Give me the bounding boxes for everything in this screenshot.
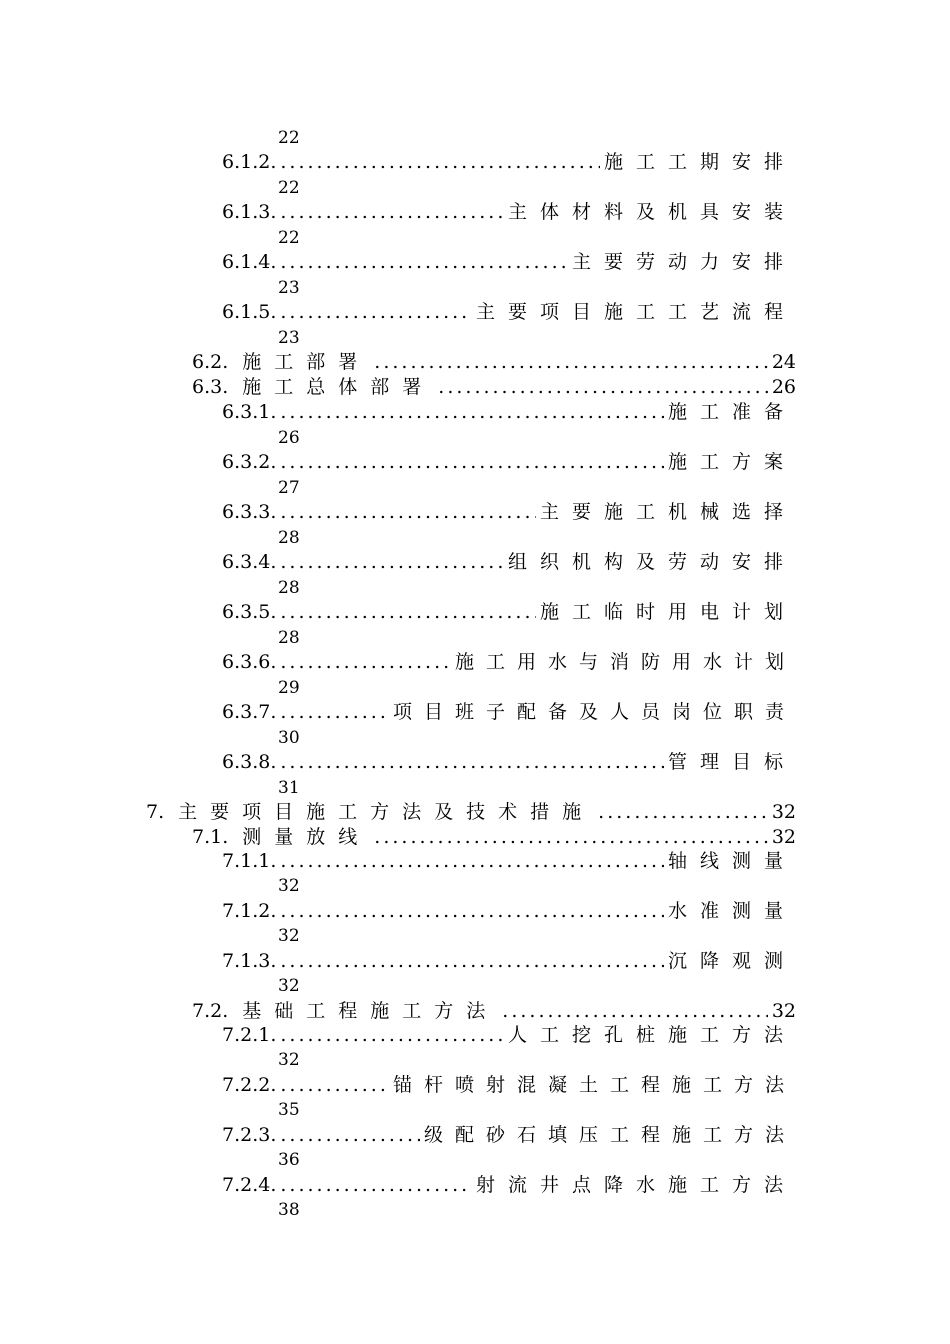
toc-entry-title: 施工总体部署 — [242, 376, 435, 398]
toc-entry[interactable] — [222, 1126, 796, 1145]
toc-entry-page: 32 — [278, 926, 300, 946]
toc-entry-title: 人工挖孔桩施工方法 — [507, 1024, 796, 1046]
toc-entry-number: 7.1.2. — [222, 900, 277, 922]
toc-entry-number: 7.2.1. — [222, 1024, 277, 1046]
toc-leader-dots — [280, 503, 536, 522]
toc-entry-number: 7.1.3. — [222, 950, 277, 972]
toc-leader-dots — [280, 703, 389, 722]
toc-entry-page: 26 — [278, 428, 300, 448]
toc-entry-title: 主体材料及机具安装 — [507, 201, 796, 223]
toc-entry-title: 沉降观测 — [667, 950, 796, 972]
toc-leader-dots — [280, 753, 664, 772]
toc-entry-title: 施工准备 — [667, 401, 796, 423]
toc-entry-title: 水准测量 — [667, 900, 796, 922]
toc-entry-page: 35 — [278, 1100, 300, 1120]
toc-entry-page: 28 — [278, 528, 300, 548]
toc-entry-page: 38 — [278, 1200, 300, 1220]
toc-entry[interactable] — [192, 1002, 796, 1021]
toc-entry-number: 6.3.2. — [222, 451, 277, 473]
toc-entry-page: 32 — [278, 1050, 300, 1070]
toc-entry-page: 32 — [771, 801, 796, 823]
toc-entry[interactable] — [222, 952, 796, 971]
toc-entry-page: 26 — [771, 376, 796, 398]
toc-entry-title: 轴线测量 — [667, 850, 796, 872]
toc-entry-page: 32 — [278, 976, 300, 996]
toc-entry-number: 7.2.2. — [222, 1074, 277, 1096]
toc-entry-number: 7.1. — [192, 826, 229, 848]
toc-leader-dots — [280, 1126, 420, 1145]
toc-entry-title: 射流井点降水施工方法 — [475, 1174, 796, 1196]
toc-entry-page: 28 — [278, 578, 300, 598]
toc-entry-number: 6.3.6. — [222, 651, 277, 673]
toc-leader-dots — [598, 803, 768, 822]
toc-entry-number: 6.1.4. — [222, 251, 277, 273]
toc-entry-title: 施工工期安排 — [603, 151, 796, 173]
toc-leader-dots — [280, 1176, 472, 1195]
toc-entry-title: 级配砂石填压工程施工方法 — [423, 1124, 796, 1146]
toc-leader-dots — [280, 303, 472, 322]
toc-entry-title: 施工临时用电计划 — [539, 601, 796, 623]
toc-entry-number: 6.3. — [192, 376, 229, 398]
toc-entry-title: 施工用水与消防用水计划 — [454, 651, 796, 673]
toc-entry[interactable] — [222, 553, 796, 572]
toc-entry-number: 6.3.4. — [222, 551, 277, 573]
toc-entry-page: 23 — [278, 278, 300, 298]
toc-entry[interactable] — [222, 1026, 796, 1045]
toc-leader-dots — [280, 203, 504, 222]
toc-entry-title: 施工部署 — [242, 351, 371, 373]
toc-leader-dots — [280, 1076, 389, 1095]
toc-entry-number: 6.3.1. — [222, 401, 277, 423]
toc-entry-number: 6.3.7. — [222, 701, 277, 723]
toc-entry-page: 32 — [771, 1000, 796, 1022]
toc-entry-number: 6.1.2. — [222, 151, 277, 173]
toc-entry[interactable] — [222, 303, 796, 322]
toc-entry-number: 7.2.3. — [222, 1124, 277, 1146]
toc-leader-dots — [280, 603, 536, 622]
toc-entry-title: 主要施工机械选择 — [539, 501, 796, 523]
toc-entry[interactable] — [222, 603, 796, 622]
toc-entry-number: 7.1.1. — [222, 850, 277, 872]
toc-entry-title: 主要项目施工工艺流程 — [475, 301, 796, 323]
toc-entry-number: 7. — [146, 801, 165, 823]
toc-entry-title: 施工方案 — [667, 451, 796, 473]
toc-entry-number: 7.2. — [192, 1000, 229, 1022]
toc-entry[interactable] — [146, 803, 796, 822]
toc-entry-title: 锚杆喷射混凝土工程施工方法 — [392, 1074, 796, 1096]
toc-entry-number: 6.2. — [192, 351, 229, 373]
toc-entry-title: 项目班子配备及人员岗位职责 — [392, 701, 796, 723]
toc-entry[interactable] — [192, 378, 796, 397]
toc-entry-page: 29 — [278, 678, 300, 698]
toc-entry-number: 6.1.3. — [222, 201, 277, 223]
toc-entry[interactable] — [192, 828, 796, 847]
toc-entry-page: 27 — [278, 478, 300, 498]
toc-leader-dots — [374, 828, 768, 847]
toc-leader-dots — [280, 952, 664, 971]
toc-entry[interactable] — [222, 453, 796, 472]
toc-entry[interactable] — [222, 1176, 796, 1195]
toc-entry[interactable] — [222, 852, 796, 871]
toc-leader-dots — [280, 553, 504, 572]
toc-leader-dots — [280, 453, 664, 472]
toc-leader-dots — [280, 653, 451, 672]
toc-entry-number: 6.1.5. — [222, 301, 277, 323]
toc-entry[interactable] — [222, 153, 796, 172]
toc-entry-title: 管理目标 — [667, 751, 796, 773]
toc-leader-dots — [374, 353, 768, 372]
toc-entry-page: 32 — [278, 876, 300, 896]
toc-leader-dots — [280, 253, 568, 272]
toc-entry-title: 主要劳动力安排 — [571, 251, 796, 273]
toc-entry[interactable] — [222, 1076, 796, 1095]
toc-entry[interactable] — [222, 503, 796, 522]
toc-entry-number: 6.3.3. — [222, 501, 277, 523]
toc-leader-dots — [280, 902, 664, 921]
toc-entry[interactable] — [222, 703, 796, 722]
toc-entry-page: 22 — [278, 228, 300, 248]
toc-leader-dots — [280, 852, 664, 871]
toc-entry-number: 7.2.4. — [222, 1174, 277, 1196]
toc-entry[interactable] — [222, 203, 796, 222]
toc-entry-page: 36 — [278, 1150, 300, 1170]
toc-entry-page: 22 — [278, 178, 300, 198]
toc-entry-title: 组织机构及劳动安排 — [507, 551, 796, 573]
toc-entry[interactable] — [222, 902, 796, 921]
toc-leader-dots — [280, 153, 600, 172]
toc-entry-title: 主要项目施工方法及技术措施 — [178, 801, 595, 823]
toc-entry-title: 测量放线 — [242, 826, 371, 848]
toc-entry[interactable] — [192, 353, 796, 372]
toc-leader-dots — [280, 1026, 504, 1045]
toc-entry-page: 28 — [278, 628, 300, 648]
toc-entry-title: 基础工程施工方法 — [242, 1000, 499, 1022]
toc-entry-number: 6.3.5. — [222, 601, 277, 623]
toc-leader-dots — [502, 1002, 768, 1021]
toc-entry-page: 23 — [278, 328, 300, 348]
toc-entry-page: 32 — [771, 826, 796, 848]
toc-entry-number: 6.3.8. — [222, 751, 277, 773]
toc-entry-page: 24 — [771, 351, 796, 373]
toc-entry[interactable] — [222, 753, 796, 772]
toc-entry[interactable] — [222, 403, 796, 422]
toc-entry[interactable] — [222, 253, 796, 272]
toc-entry[interactable] — [222, 653, 796, 672]
toc-leader-dots — [280, 403, 664, 422]
toc-leader-dots — [438, 378, 768, 397]
toc-entry-page: 30 — [278, 728, 300, 748]
toc-continued-page-number: 22 — [278, 128, 300, 148]
toc-entry-page: 31 — [278, 778, 300, 798]
